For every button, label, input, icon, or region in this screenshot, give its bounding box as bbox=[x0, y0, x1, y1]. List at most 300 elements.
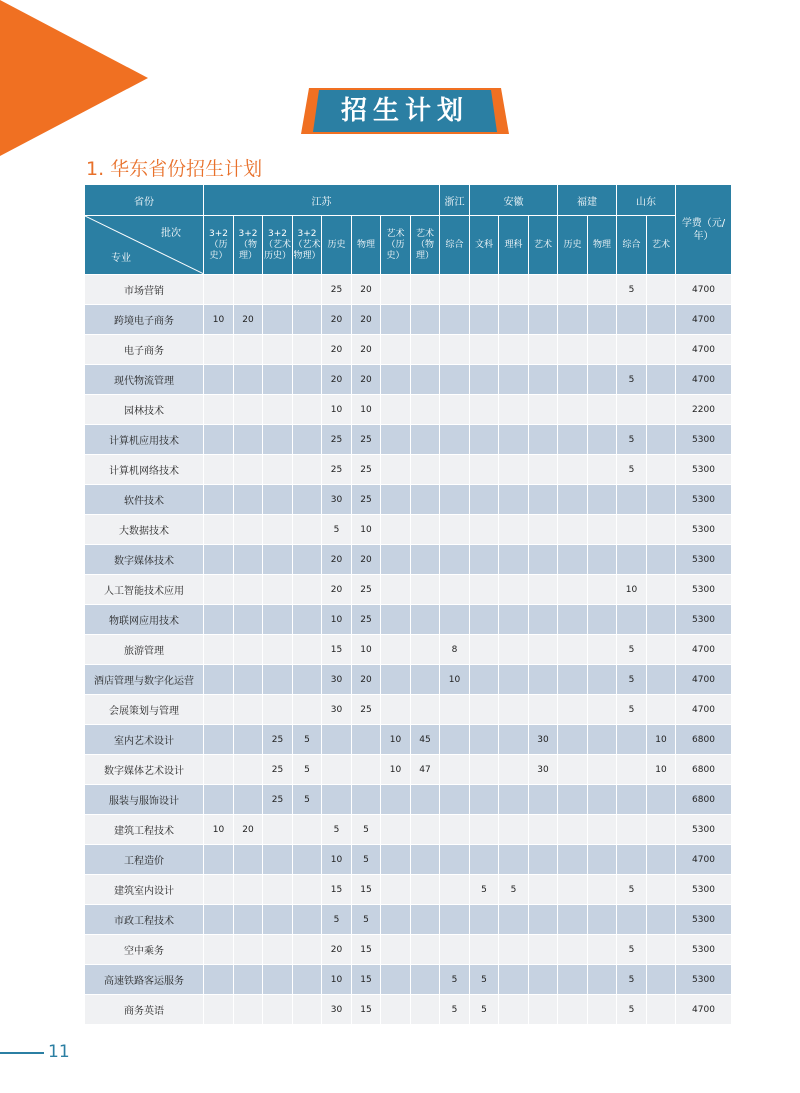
quota-cell bbox=[234, 725, 263, 755]
quota-cell bbox=[411, 935, 440, 965]
quota-cell bbox=[617, 845, 647, 875]
quota-cell bbox=[293, 575, 322, 605]
fee-cell: 5300 bbox=[676, 935, 732, 965]
quota-cell bbox=[529, 485, 558, 515]
quota-cell: 5 bbox=[617, 965, 647, 995]
quota-cell bbox=[204, 275, 234, 305]
table-row bbox=[85, 905, 732, 935]
table-row bbox=[85, 935, 732, 965]
quota-cell bbox=[234, 965, 263, 995]
table-row bbox=[85, 995, 732, 1025]
major-name-cell: 电子商务 bbox=[85, 335, 204, 365]
quota-cell bbox=[293, 905, 322, 935]
quota-cell bbox=[558, 515, 588, 545]
fee-cell: 2200 bbox=[676, 395, 732, 425]
quota-cell: 25 bbox=[263, 755, 293, 785]
quota-cell: 5 bbox=[322, 515, 352, 545]
quota-cell: 5 bbox=[470, 965, 499, 995]
quota-cell bbox=[411, 305, 440, 335]
fee-cell: 5300 bbox=[676, 965, 732, 995]
quota-cell bbox=[558, 575, 588, 605]
quota-cell bbox=[558, 935, 588, 965]
quota-cell bbox=[647, 665, 676, 695]
column-header: 物理 bbox=[588, 216, 617, 275]
quota-cell: 5 bbox=[617, 875, 647, 905]
quota-cell bbox=[647, 995, 676, 1025]
fee-cell: 4700 bbox=[676, 275, 732, 305]
quota-cell bbox=[411, 395, 440, 425]
quota-cell bbox=[263, 425, 293, 455]
quota-cell: 20 bbox=[352, 275, 381, 305]
fee-cell: 5300 bbox=[676, 575, 732, 605]
quota-cell bbox=[470, 605, 499, 635]
quota-cell bbox=[647, 425, 676, 455]
quota-cell bbox=[381, 335, 411, 365]
quota-cell bbox=[204, 935, 234, 965]
quota-cell bbox=[499, 485, 529, 515]
quota-cell: 5 bbox=[293, 755, 322, 785]
quota-cell bbox=[499, 935, 529, 965]
quota-cell bbox=[647, 485, 676, 515]
quota-cell bbox=[411, 275, 440, 305]
quota-cell: 10 bbox=[352, 515, 381, 545]
quota-cell bbox=[588, 425, 617, 455]
quota-cell bbox=[440, 545, 470, 575]
quota-cell bbox=[470, 665, 499, 695]
quota-cell bbox=[263, 695, 293, 725]
quota-cell: 5 bbox=[617, 665, 647, 695]
column-header: 综合 bbox=[440, 216, 470, 275]
quota-cell bbox=[499, 425, 529, 455]
quota-cell bbox=[440, 845, 470, 875]
quota-cell bbox=[204, 995, 234, 1025]
enrollment-table bbox=[84, 184, 732, 1025]
quota-cell bbox=[588, 515, 617, 545]
quota-cell bbox=[411, 635, 440, 665]
quota-cell bbox=[529, 995, 558, 1025]
quota-cell: 20 bbox=[352, 545, 381, 575]
quota-cell bbox=[204, 575, 234, 605]
quota-cell bbox=[558, 695, 588, 725]
quota-cell bbox=[470, 575, 499, 605]
quota-cell bbox=[234, 845, 263, 875]
quota-cell: 5 bbox=[617, 275, 647, 305]
quota-cell bbox=[529, 425, 558, 455]
major-name-cell: 数字媒体技术 bbox=[85, 545, 204, 575]
quota-cell bbox=[440, 605, 470, 635]
quota-cell bbox=[647, 515, 676, 545]
quota-cell bbox=[381, 515, 411, 545]
quota-cell bbox=[204, 965, 234, 995]
quota-cell: 10 bbox=[617, 575, 647, 605]
quota-cell bbox=[204, 395, 234, 425]
column-header: 艺术 bbox=[647, 216, 676, 275]
quota-cell bbox=[263, 965, 293, 995]
column-header: 3+2（历史） bbox=[204, 216, 234, 275]
corner-decoration bbox=[0, 0, 148, 156]
major-name-cell: 软件技术 bbox=[85, 485, 204, 515]
column-header: 艺术 bbox=[529, 216, 558, 275]
quota-cell bbox=[381, 365, 411, 395]
fee-cell: 6800 bbox=[676, 725, 732, 755]
quota-cell bbox=[381, 905, 411, 935]
quota-cell bbox=[470, 545, 499, 575]
quota-cell bbox=[529, 935, 558, 965]
quota-cell bbox=[411, 965, 440, 995]
quota-cell bbox=[470, 485, 499, 515]
major-name-cell: 高速铁路客运服务 bbox=[85, 965, 204, 995]
quota-cell bbox=[470, 635, 499, 665]
quota-cell bbox=[470, 725, 499, 755]
column-header: 艺术（历史） bbox=[381, 216, 411, 275]
quota-cell bbox=[440, 725, 470, 755]
quota-cell bbox=[499, 815, 529, 845]
fee-cell: 5300 bbox=[676, 545, 732, 575]
quota-cell: 10 bbox=[322, 605, 352, 635]
quota-cell: 20 bbox=[322, 365, 352, 395]
quota-cell bbox=[234, 905, 263, 935]
quota-cell bbox=[293, 815, 322, 845]
quota-cell bbox=[440, 905, 470, 935]
quota-cell bbox=[234, 335, 263, 365]
quota-cell bbox=[381, 395, 411, 425]
quota-cell bbox=[263, 875, 293, 905]
quota-cell: 10 bbox=[204, 815, 234, 845]
quota-cell bbox=[529, 785, 558, 815]
quota-cell bbox=[234, 455, 263, 485]
quota-cell bbox=[263, 305, 293, 335]
quota-cell bbox=[293, 845, 322, 875]
quota-cell bbox=[293, 995, 322, 1025]
quota-cell bbox=[499, 785, 529, 815]
quota-cell bbox=[529, 575, 558, 605]
quota-cell bbox=[617, 815, 647, 845]
quota-cell: 10 bbox=[381, 755, 411, 785]
quota-cell bbox=[617, 725, 647, 755]
quota-cell bbox=[470, 695, 499, 725]
quota-cell bbox=[234, 395, 263, 425]
quota-cell: 10 bbox=[381, 725, 411, 755]
major-name-cell: 建筑室内设计 bbox=[85, 875, 204, 905]
quota-cell bbox=[263, 665, 293, 695]
quota-cell bbox=[529, 365, 558, 395]
quota-cell bbox=[381, 275, 411, 305]
quota-cell: 20 bbox=[322, 935, 352, 965]
quota-cell bbox=[529, 845, 558, 875]
quota-cell bbox=[234, 545, 263, 575]
quota-cell bbox=[499, 695, 529, 725]
fee-cell: 4700 bbox=[676, 845, 732, 875]
quota-cell bbox=[381, 605, 411, 635]
quota-cell bbox=[263, 275, 293, 305]
quota-cell bbox=[499, 635, 529, 665]
quota-cell bbox=[558, 635, 588, 665]
quota-cell bbox=[381, 785, 411, 815]
quota-cell bbox=[381, 875, 411, 905]
province-anhui: 安徽 bbox=[470, 185, 558, 216]
table-row bbox=[85, 515, 732, 545]
quota-cell bbox=[647, 785, 676, 815]
quota-cell bbox=[558, 995, 588, 1025]
quota-cell bbox=[617, 335, 647, 365]
quota-cell bbox=[440, 365, 470, 395]
quota-cell: 30 bbox=[322, 485, 352, 515]
section-title: 1. 华东省份招生计划 bbox=[86, 158, 263, 180]
major-name-cell: 酒店管理与数字化运营 bbox=[85, 665, 204, 695]
quota-cell bbox=[411, 995, 440, 1025]
major-name-cell: 物联网应用技术 bbox=[85, 605, 204, 635]
quota-cell bbox=[529, 605, 558, 635]
quota-cell bbox=[411, 905, 440, 935]
province-zhejiang: 浙江 bbox=[440, 185, 470, 216]
quota-cell bbox=[293, 965, 322, 995]
quota-cell bbox=[204, 755, 234, 785]
table-row bbox=[85, 725, 732, 755]
quota-cell bbox=[647, 875, 676, 905]
quota-cell bbox=[588, 995, 617, 1025]
quota-cell bbox=[470, 935, 499, 965]
quota-cell: 25 bbox=[263, 725, 293, 755]
quota-cell bbox=[440, 875, 470, 905]
quota-cell bbox=[529, 545, 558, 575]
table-row bbox=[85, 365, 732, 395]
fee-cell: 6800 bbox=[676, 785, 732, 815]
quota-cell: 30 bbox=[322, 695, 352, 725]
quota-cell bbox=[263, 365, 293, 395]
quota-cell bbox=[529, 305, 558, 335]
quota-cell bbox=[499, 455, 529, 485]
major-name-cell: 室内艺术设计 bbox=[85, 725, 204, 755]
quota-cell bbox=[234, 515, 263, 545]
quota-cell bbox=[529, 815, 558, 845]
major-name-cell: 园林技术 bbox=[85, 395, 204, 425]
quota-cell bbox=[263, 845, 293, 875]
quota-cell bbox=[263, 605, 293, 635]
quota-cell bbox=[204, 905, 234, 935]
major-name-cell: 市场营销 bbox=[85, 275, 204, 305]
quota-cell bbox=[263, 995, 293, 1025]
quota-cell bbox=[588, 635, 617, 665]
fee-cell: 4700 bbox=[676, 305, 732, 335]
quota-cell: 15 bbox=[352, 965, 381, 995]
quota-cell bbox=[499, 665, 529, 695]
quota-cell bbox=[293, 935, 322, 965]
quota-cell bbox=[499, 365, 529, 395]
quota-cell bbox=[470, 815, 499, 845]
fee-cell: 4700 bbox=[676, 365, 732, 395]
quota-cell: 25 bbox=[322, 275, 352, 305]
quota-cell bbox=[617, 605, 647, 635]
quota-cell bbox=[499, 845, 529, 875]
quota-cell bbox=[411, 455, 440, 485]
quota-cell bbox=[411, 695, 440, 725]
quota-cell bbox=[293, 545, 322, 575]
quota-cell bbox=[647, 305, 676, 335]
quota-cell bbox=[588, 605, 617, 635]
table-row bbox=[85, 815, 732, 845]
quota-cell bbox=[588, 725, 617, 755]
quota-cell bbox=[293, 515, 322, 545]
quota-cell: 20 bbox=[352, 335, 381, 365]
table-row bbox=[85, 785, 732, 815]
table-row bbox=[85, 425, 732, 455]
table-row bbox=[85, 965, 732, 995]
quota-cell bbox=[558, 395, 588, 425]
quota-cell bbox=[440, 425, 470, 455]
quota-cell: 25 bbox=[352, 605, 381, 635]
quota-cell bbox=[381, 965, 411, 995]
quota-cell bbox=[617, 905, 647, 935]
quota-cell bbox=[588, 305, 617, 335]
quota-cell bbox=[470, 335, 499, 365]
column-header: 综合 bbox=[617, 216, 647, 275]
quota-cell bbox=[558, 905, 588, 935]
table-row bbox=[85, 575, 732, 605]
quota-cell bbox=[588, 545, 617, 575]
quota-cell: 30 bbox=[529, 755, 558, 785]
quota-cell: 25 bbox=[263, 785, 293, 815]
quota-cell bbox=[588, 785, 617, 815]
quota-cell: 10 bbox=[204, 305, 234, 335]
quota-cell bbox=[499, 515, 529, 545]
quota-cell bbox=[263, 575, 293, 605]
quota-cell bbox=[558, 815, 588, 845]
quota-cell bbox=[647, 275, 676, 305]
quota-cell bbox=[234, 485, 263, 515]
column-header: 3+2（艺术物理） bbox=[293, 216, 322, 275]
table-row bbox=[85, 455, 732, 485]
quota-cell: 5 bbox=[440, 995, 470, 1025]
quota-cell bbox=[470, 845, 499, 875]
quota-cell: 5 bbox=[617, 995, 647, 1025]
quota-cell bbox=[558, 785, 588, 815]
table-row bbox=[85, 635, 732, 665]
quota-cell bbox=[440, 815, 470, 845]
quota-cell bbox=[204, 545, 234, 575]
quota-cell bbox=[647, 335, 676, 365]
quota-cell bbox=[293, 395, 322, 425]
quota-cell bbox=[647, 575, 676, 605]
quota-cell bbox=[381, 815, 411, 845]
fee-cell: 6800 bbox=[676, 755, 732, 785]
fee-cell: 4700 bbox=[676, 995, 732, 1025]
quota-cell bbox=[293, 365, 322, 395]
quota-cell: 5 bbox=[617, 635, 647, 665]
quota-cell bbox=[204, 485, 234, 515]
column-header: 3+2（艺术历史） bbox=[263, 216, 293, 275]
quota-cell: 25 bbox=[352, 455, 381, 485]
quota-cell: 10 bbox=[647, 725, 676, 755]
quota-cell bbox=[440, 455, 470, 485]
province-fujian: 福建 bbox=[558, 185, 617, 216]
quota-cell bbox=[293, 455, 322, 485]
quota-cell bbox=[440, 935, 470, 965]
quota-cell bbox=[440, 275, 470, 305]
quota-cell bbox=[234, 425, 263, 455]
quota-cell: 5 bbox=[499, 875, 529, 905]
fee-cell: 4700 bbox=[676, 695, 732, 725]
table-row bbox=[85, 485, 732, 515]
quota-cell bbox=[263, 635, 293, 665]
quota-cell bbox=[499, 725, 529, 755]
major-name-cell: 服装与服饰设计 bbox=[85, 785, 204, 815]
page-number: 11 bbox=[48, 1042, 70, 1062]
quota-cell bbox=[204, 455, 234, 485]
quota-cell bbox=[588, 935, 617, 965]
quota-cell bbox=[470, 455, 499, 485]
quota-cell: 15 bbox=[322, 635, 352, 665]
quota-cell bbox=[588, 755, 617, 785]
quota-cell bbox=[204, 335, 234, 365]
quota-cell bbox=[588, 275, 617, 305]
fee-header: 学费（元/年） bbox=[676, 185, 732, 275]
quota-cell bbox=[263, 335, 293, 365]
title-banner bbox=[301, 88, 509, 134]
footer-rule bbox=[0, 1052, 44, 1054]
quota-cell bbox=[470, 275, 499, 305]
quota-cell bbox=[440, 335, 470, 365]
quota-cell bbox=[352, 755, 381, 785]
quota-cell bbox=[470, 365, 499, 395]
quota-cell bbox=[204, 635, 234, 665]
quota-cell bbox=[647, 815, 676, 845]
quota-cell bbox=[381, 845, 411, 875]
batch-major-diagonal-cell bbox=[85, 216, 204, 275]
quota-cell bbox=[529, 965, 558, 995]
quota-cell bbox=[499, 995, 529, 1025]
fee-cell: 5300 bbox=[676, 515, 732, 545]
major-name-cell: 大数据技术 bbox=[85, 515, 204, 545]
quota-cell bbox=[411, 425, 440, 455]
quota-cell bbox=[647, 545, 676, 575]
quota-cell bbox=[293, 695, 322, 725]
quota-cell bbox=[588, 485, 617, 515]
quota-cell bbox=[293, 425, 322, 455]
quota-cell bbox=[440, 395, 470, 425]
quota-cell bbox=[529, 905, 558, 935]
quota-cell bbox=[263, 905, 293, 935]
quota-cell: 5 bbox=[470, 995, 499, 1025]
quota-cell bbox=[263, 815, 293, 845]
quota-cell bbox=[293, 875, 322, 905]
major-name-cell: 空中乘务 bbox=[85, 935, 204, 965]
quota-cell bbox=[263, 935, 293, 965]
column-header: 文科 bbox=[470, 216, 499, 275]
quota-cell bbox=[529, 635, 558, 665]
quota-cell bbox=[352, 785, 381, 815]
quota-cell bbox=[352, 725, 381, 755]
quota-cell bbox=[234, 275, 263, 305]
quota-cell bbox=[588, 695, 617, 725]
quota-cell bbox=[499, 335, 529, 365]
quota-cell bbox=[234, 575, 263, 605]
quota-cell bbox=[234, 785, 263, 815]
quota-cell bbox=[263, 545, 293, 575]
quota-cell bbox=[411, 785, 440, 815]
quota-cell bbox=[322, 785, 352, 815]
quota-cell bbox=[617, 755, 647, 785]
quota-cell bbox=[588, 815, 617, 845]
quota-cell bbox=[204, 365, 234, 395]
quota-cell: 15 bbox=[352, 935, 381, 965]
quota-cell bbox=[499, 395, 529, 425]
fee-cell: 4700 bbox=[676, 335, 732, 365]
quota-cell: 20 bbox=[352, 305, 381, 335]
quota-cell bbox=[263, 395, 293, 425]
quota-cell bbox=[470, 395, 499, 425]
quota-cell: 30 bbox=[529, 725, 558, 755]
quota-cell: 5 bbox=[470, 875, 499, 905]
